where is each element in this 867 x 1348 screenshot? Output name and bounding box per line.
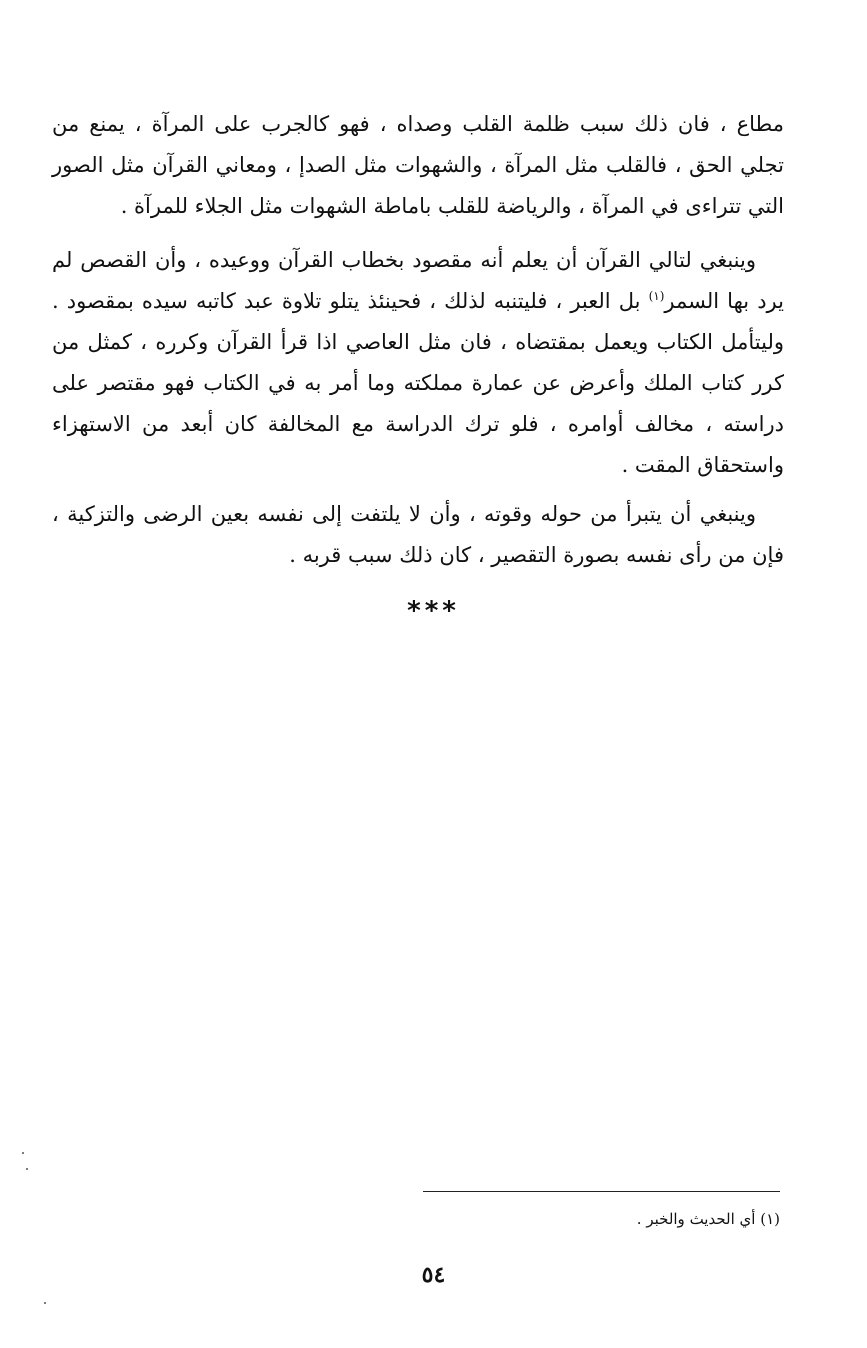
- paragraph-2: [52, 240, 784, 486]
- scan-speck: [22, 1152, 24, 1154]
- paragraph-1: [52, 104, 784, 227]
- paragraph-2-text-end: بل العبر ، فليتنبه لذلك ، فحينئذ يتلو تلاوة عبد كاتبه سيده بمقصود . وليتأمل الكتاب ويعمل بمقتضاه ، فان مثل العاصي اذا قرأ القرآن وكرره ، كمثل من كرر كتاب الملك وأعرض عن عمارة مملكته وما أمر به في الكتاب فهو مقتصر على دراسته ، مخالف أوامره ، فلو ترك الدراسة مع المخالفة كان أبعد من الاستهزاء واستحقاق المقت .: [52, 289, 784, 477]
- footnote-marker: (١): [760, 1210, 780, 1228]
- paragraph-3: [52, 494, 784, 576]
- footnote-text: أي الحديث والخبر .: [636, 1210, 761, 1228]
- footnote-reference[interactable]: (١): [648, 289, 665, 303]
- paragraph-2-text-start: وينبغي لتالي القرآن أن يعلم أنه مقصود بخطاب القرآن ووعيده ، وأن القصص لم يرد بها السمر: [52, 248, 784, 313]
- section-separator: ***: [407, 596, 460, 626]
- scan-speck: [26, 1168, 28, 1170]
- footnote-divider: [423, 1191, 780, 1192]
- page-number: ٥٤: [421, 1262, 446, 1288]
- paragraph-1-text: مطاع ، فان ذلك سبب ظلمة القلب وصداه ، فهو كالجرب على المرآة ، يمنع من تجلي الحق ، فالقلب مثل المرآة ، والشهوات مثل الصدإ ، ومعاني القرآن مثل الصور التي تتراءى في المرآة ، والرياضة للقلب باماطة الشهوات مثل الجلاء للمرآة .: [52, 112, 784, 218]
- scan-speck: [44, 1302, 46, 1304]
- paragraph-3-text: وينبغي أن يتبرأ من حوله وقوته ، وأن لا يلتفت إلى نفسه بعين الرضى والتزكية ، فإن من رأى نفسه بصورة التقصير ، كان ذلك سبب قربه .: [52, 502, 784, 567]
- footnote: [420, 1208, 780, 1230]
